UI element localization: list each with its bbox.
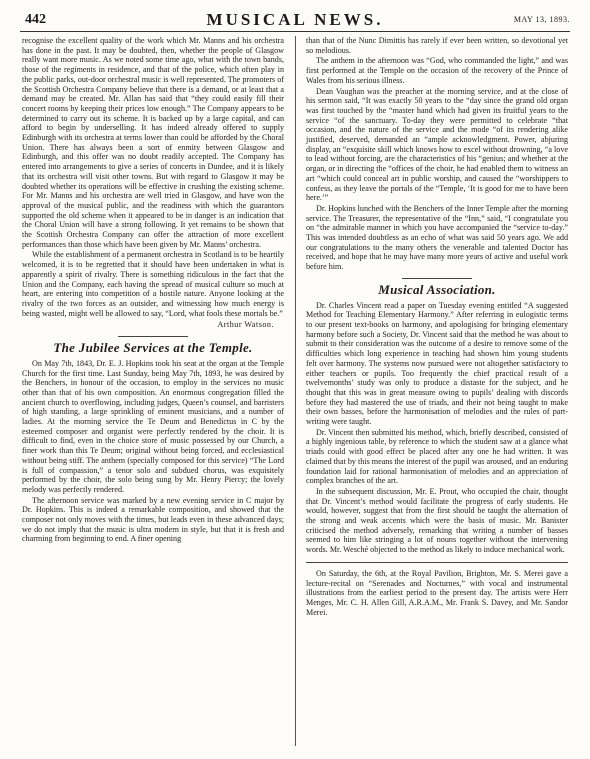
header-rule — [20, 31, 570, 32]
section-heading: The Jubilee Services at the Temple. — [53, 340, 253, 356]
article-paragraph: Dr. Vincent then submitted his method, which, briefly described, consisted of a highly ingenious table, by reference to which the student saw at a glance what triads could with good effect be placed after any one he had written. It was claimed that by this means the interest of the pupil was aroused, and an enduring foundation laid for rational harmonisation of melodies and an appreciation of complex branches of the art. — [306, 427, 568, 486]
article-paragraph: Dr. Charles Vincent read a paper on Tuesday evening entitled “A suggested Method for Teaching Elementary Harmony.” After referring in eulogistic terms to our present text-books on harmony, and apologising for bringing elementary harmony before such a Society, Dr. Vincent said that the method he was about to submit to their consideration was the outcome of a desire to remove some of the difficulties which long experience in teaching had shown him young students felt over harmony. The systems now pursued were not altogether satisfactory to either teachers or pupils. Too frequently the chief practical result of a twelvemonths’ study was only to produce a distaste for the subject, and he thought that this was in great measure owing to pupils’ dealing with discords before they had mastered the use of triads, and their not being taught to make their own basses, before the harmonisation of melodies and the rules of part-writing were taught. — [306, 300, 568, 427]
article-paragraph: In the subsequent discussion, Mr. E. Prout, who occupied the chair, thought that Dr. Vincent’s method would facilitate the progress of early students. He would, however, suggest that from the first should be taught the alternation of the strong and weak accents which were the basis of music. Mr. Banister criticised the method adversely, remarking that writing a number of basses seemed to him like stringing a lot of nouns together without the intervening words. Mr. Wesché objected to the method as likely to induce mechanical work. — [306, 486, 568, 555]
publication-title: MUSICAL NEWS. — [206, 10, 384, 29]
article-paragraph: Dean Vaughan was the preacher at the morning service, and at the close of his sermon said, “It was exactly 50 years to the “day since the grand old organ was first touched by the “master hand which had given its fruitful years to the service “of the sanctuary. To-day they were permitted to celebrate “that occasion, and the nature of the service and the mode “of its rendering alike justified, deserved, demanded an “ample acknowledgment. Power, abjuring display, an “exquisite skill which knows how to excel without drowning, “a love to lead without forcing, are the characteristics of his “genius; and whether at the organ, or in directing the “offices of the choir, he had enabled them to witness an art “which could conceal art in public worship, and caused the “worshippers to confess, as they leave the portals of the “Temple, ‘It is good for me to have been here.’” — [306, 86, 568, 203]
right-column — [306, 36, 568, 618]
section-divider — [402, 278, 472, 279]
author-signature: Arthur Watson. — [217, 320, 274, 330]
section-divider — [306, 562, 568, 563]
article-paragraph: recognise the excellent quality of the work which Mr. Manns and his orchestra has done in the past. It may be doubted, then, whether the people of Glasgow really want more music. As we noted some time ago, what with the town bands, those of the regiments in residence, and that of the police, which often play in the public parks, out-door orchestral music is well represented. The promoters of the Scottish Orchestra Company believe that there is a demand, or at least that a demand may be created. Mr. Allan has said that “they could easily fill their concert rooms by keeping their prices low enough.” The Company appears to be determined to carry out its scheme. It is backed up by a large capital, and can afford to begin by underselling. It has indeed already offered to supply Edinburgh with its orchestra at terms lower than could be afforded by the Choral Union. There has always been a sort of enmity between Glasgow and Edinburgh, and this offer was no doubt readily accepted. The Company has entered into arrangements to give a series of concerts in Dundee, and it is likely that its orchestra will visit other towns. But with regard to Glasgow it may be doubted whether its operations will be effective in crushing the existing scheme. For Mr. Manns and his orchestra are well tried in Glasgow, and have won the approval of the musical public, and the readiness with which the guarantors supported the old scheme when it appeared to be in danger is an indication that the Choral Union will have a strong following. It yet remains to be shown that the Scottish Orchestra Company can offer the attraction of more excellent performances than those which have been given by Mr. Manns’ orchestra. — [22, 36, 284, 249]
column-rule — [295, 36, 296, 746]
page-number: 442 — [25, 12, 46, 27]
section-divider — [118, 336, 188, 337]
article-paragraph: The afternoon service was marked by a new evening service in C major by Dr. Hopkins. This is indeed a remarkable composition, and showed that the composer not only moves with the times, but leads even in these advanced days; we do not imply that the music is ultra modern in style, but that it is fresh and charming from beginning to end. A finer opening — [22, 495, 284, 544]
left-column — [22, 36, 284, 545]
article-paragraph: While the establishment of a permanent orchestra in Scotland is to be heartily welcomed, it is to be regretted that it should have been undertaken in what is apparently a spirit of rivalry. There is something ridiculous in the fact that the Union and the Company, each having the spread of musical culture so much at heart, are entering into competition of a hostile nature. Anyone looking at the rivalry of the two forces as an outsider, and witnessing how much energy is being wasted, might well be allowed to say, “Lord, what fools these mortals be.” — [22, 250, 284, 318]
article-paragraph: The anthem in the afternoon was “God, who commanded the light,” and was first performed at the Temple on the occasion of the recovery of the Prince of Wales from his serious illness. — [306, 56, 568, 85]
article-paragraph: On May 7th, 1843, Dr. E. J. Hopkins took his seat at the organ at the Temple Church for the first time. Last Sunday, being May 7th, 1893, he was desired by the Benchers, in honour of the occasion, to employ in the services no music other than that of his own composition. An enormous congregation filled the ancient church to overflowing, including judges, Queen’s counsel, and barristers of high standing, a large sprinkling of eminent musicians, and a number of ladies. At the morning service the Te Deum and Benedictus in C by the esteemed composer and organist were perfectly rendered by the choir. It is difficult to find, even in the choice store of music possessed by our Church, a finer work than this Te Deum; original without being forced, and ecclesiastical without being stiff. The anthem (specially composed for this service) “The Lord is full of compassion,” a tenor solo and subdued chorus, was exquisitely performed by the choir, the solo being sung by Mr. Henry Piercy; the lovely melody was perfectly rendered. — [22, 358, 284, 494]
article-paragraph: than that of the Nunc Dimittis has rarely if ever been written, so devotional yet so melodious. — [306, 36, 568, 55]
section-heading: Musical Association. — [378, 281, 496, 297]
page-header — [20, 8, 570, 32]
article-paragraph: Dr. Hopkins lunched with the Benchers of the Inner Temple after the morning service. The Treasurer, the representative of the “Inn,” said, “I congratulate you on “the admirable manner in which you have accompanied the “service to-day.” This was intended doubtless as an echo of what was said 50 years ago. We add our congratulations to the many others the venerable and talented Doctor has received, and hope that he may have many more years of active and useful work before him. — [306, 203, 568, 272]
article-paragraph: On Saturday, the 6th, at the Royal Pavilion, Brighton, Mr. S. Merei gave a lecture-recital on “Serenades and Nocturnes,” with vocal and instrumental illustrations from the earliest period to the present day. The artists were Herr Menges, Mr. C. H. Allen Gill, A.R.A.M., Mr. Frank S. Davey, and Mr. Sandor Merei. — [306, 568, 568, 617]
issue-date: MAY 13, 1893. — [513, 15, 570, 24]
